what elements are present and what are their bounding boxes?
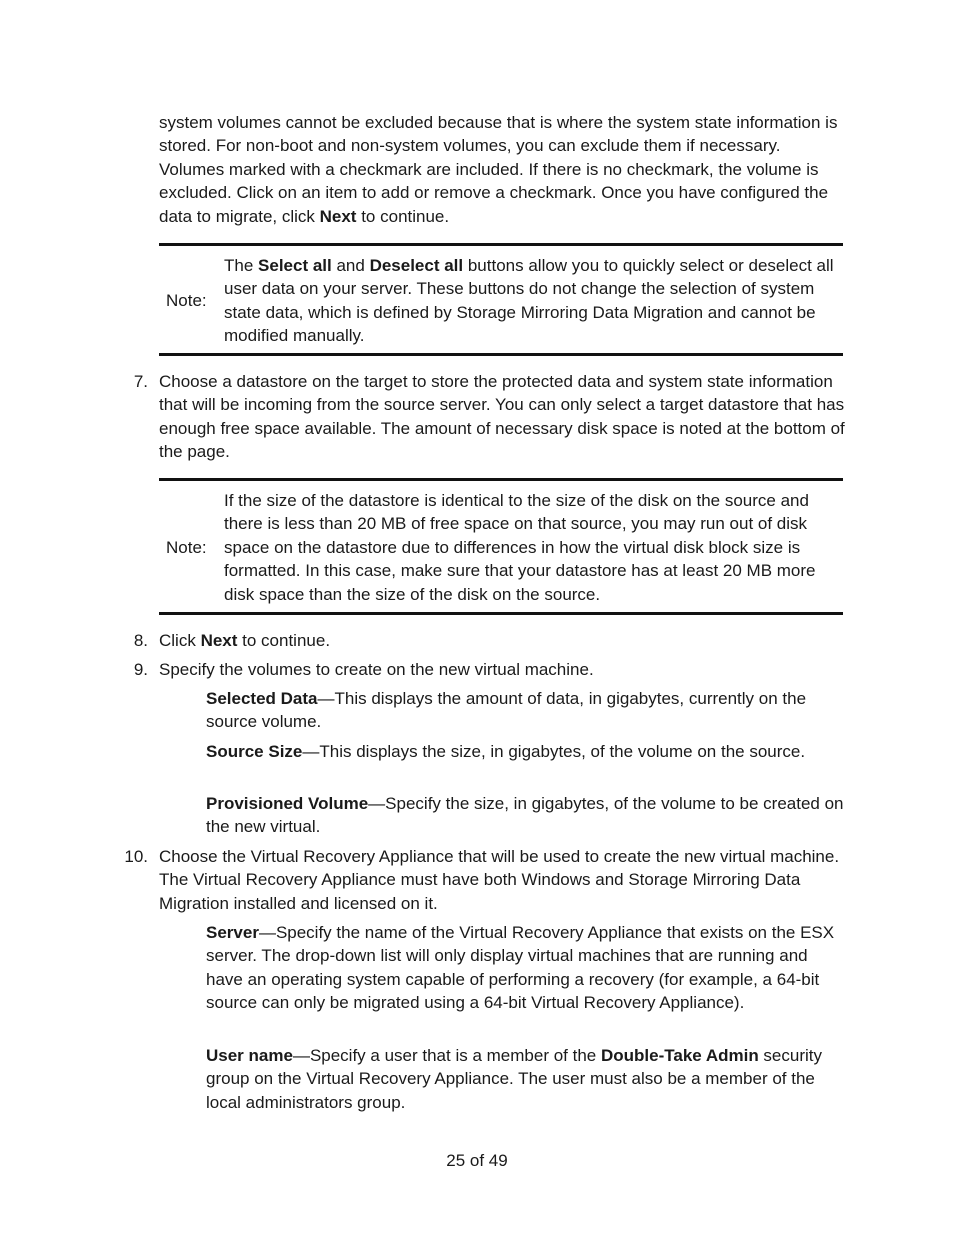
- note-text: If the size of the datastore is identical to the size of the disk on the source and there is less than 20 MB of free space on that source, you may run out of disk space on the datastore due to differences in how the virtual disk block size is formatted. In this case, make sure that your datastore has at least 20 MB more disk space than the size of the disk on the source.: [224, 491, 816, 604]
- step-text: Choose a datastore on the target to store the protected data and system state information that will be incoming from the source server. You can only select a target datastore that has enough free space available. The amount of necessary disk space is noted at the bottom of the page.: [159, 372, 845, 462]
- note-label: Note:: [166, 538, 207, 557]
- step-number: 8.: [133, 631, 148, 650]
- step-text: Click Next to continue.: [159, 631, 331, 650]
- note-box: [159, 243, 843, 356]
- step-text: Specify the volumes to create on the new virtual machine.: [159, 660, 594, 679]
- step-number: 7.: [133, 372, 148, 391]
- step-number: 10.: [124, 847, 148, 866]
- next-emphasis: Next: [319, 206, 357, 226]
- note-text: The Select all and Deselect all buttons allow you to quickly select or deselect all user data on your server. These buttons do not change the selection of system state data, which is defined by Storage Mirroring Data Migration and cannot be modified manually.: [224, 256, 834, 346]
- definition-item: Selected Data—This displays the amount of data, in gigabytes, currently on the source volume.: [206, 689, 807, 732]
- note-box: [159, 478, 843, 615]
- note-label: Note:: [166, 291, 207, 310]
- intro-paragraph: system volumes cannot be excluded because that is where the system state information is stored. For non-boot and non-system volumes, you can exclude them if necessary. Volumes marked with a checkmark are included. If there is no checkmark, the volume is excluded. Click on an item to add or remove a checkmark. Once you have configured the data to migrate, click Next to continue.: [159, 113, 838, 226]
- step-number: 9.: [133, 660, 148, 679]
- definition-item: User name—Specify a user that is a member of the Double-Take Admin security group on the Virtual Recovery Appliance. The user must also be a member of the local administrators group.: [206, 1046, 822, 1112]
- definition-item: Provisioned Volume—Specify the size, in gigabytes, of the volume to be created on the new virtual.: [206, 794, 844, 837]
- definition-item: Server—Specify the name of the Virtual Recovery Appliance that exists on the ESX server. The drop-down list will only display virtual machines that are running and have an operating system capable of performing a recovery (for example, a 64-bit source can only be migrated using a 64-bit Virtual Recovery Appliance).: [206, 923, 835, 1013]
- definition-item: Source Size—This displays the size, in gigabytes, of the volume on the source.: [206, 742, 806, 761]
- page-number: 25 of 49: [446, 1151, 508, 1170]
- step-text: Choose the Virtual Recovery Appliance that will be used to create the new virtual machine. The Virtual Recovery Appliance must have both Windows and Storage Mirroring Data Migration installed and licensed on it.: [159, 847, 840, 913]
